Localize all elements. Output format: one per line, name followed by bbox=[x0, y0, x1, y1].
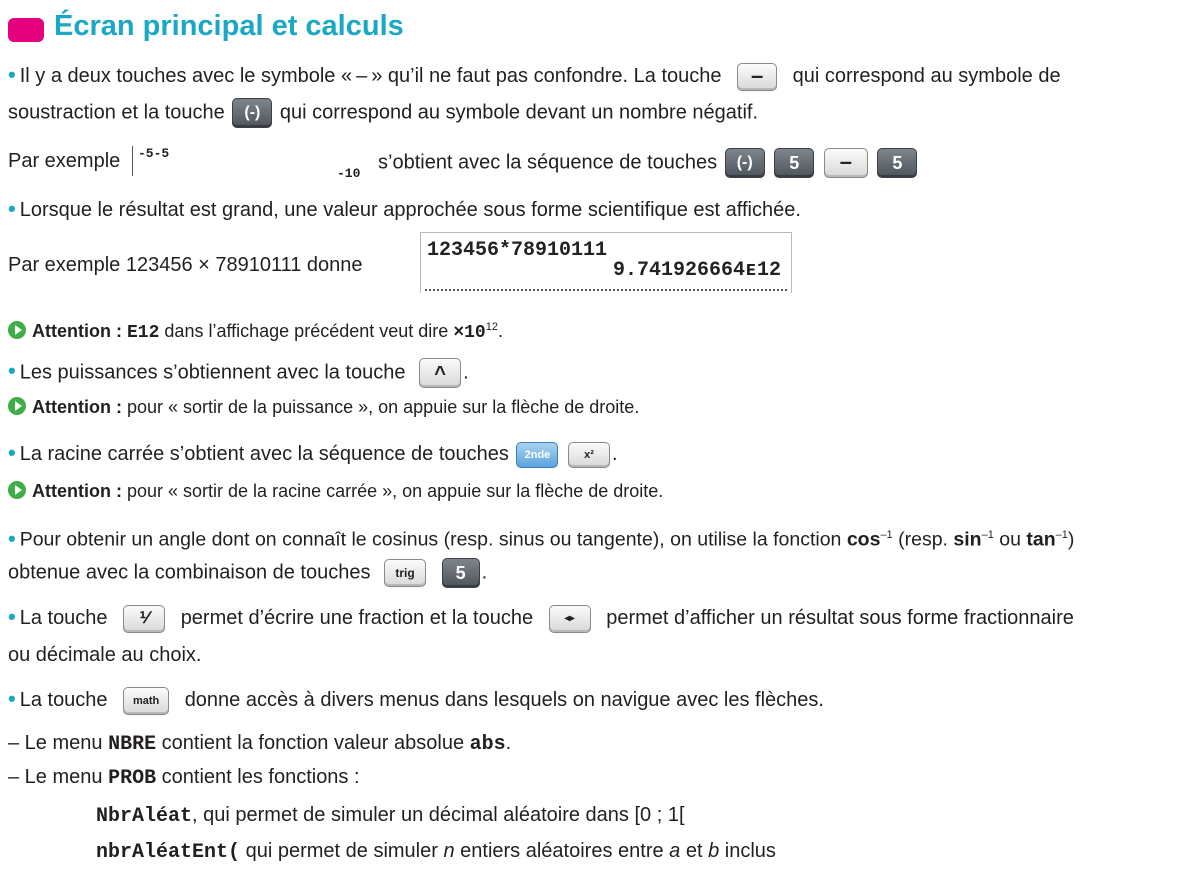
calculator-screen bbox=[420, 232, 792, 293]
function-nbraleatent: nbrAléatEnt( qui permet de simuler n entiers aléatoires entre a et b inclus bbox=[96, 840, 776, 864]
paragraph-fraction-cont: ou décimale au choix. bbox=[8, 644, 202, 666]
play-arrow-icon bbox=[8, 321, 26, 339]
paragraph-scientific: • Lorsque le résultat est grand, une valeur approchée sous forme scientifique est affichée. bbox=[8, 196, 801, 221]
mini-screen-result: -10 bbox=[337, 166, 361, 181]
minus-key: – bbox=[824, 148, 868, 178]
math-key: math bbox=[123, 687, 169, 715]
bullet-icon: • bbox=[8, 196, 16, 221]
second-key: 2nde bbox=[516, 442, 558, 468]
play-arrow-icon bbox=[8, 481, 26, 499]
paragraph-powers: • Les puissances s’obtiennent avec la touche ^ . bbox=[8, 358, 469, 388]
bullet-icon: • bbox=[8, 62, 16, 87]
five-key: 5 bbox=[442, 558, 480, 588]
fraction-key: ⅟ bbox=[123, 605, 165, 633]
caret-key: ^ bbox=[419, 358, 461, 388]
bullet-icon: • bbox=[8, 604, 16, 629]
function-nbraleat: NbrAléat, qui permet de simuler un décimal aléatoire dans [0 ; 1[ bbox=[96, 804, 685, 828]
negative-key: (-) bbox=[232, 98, 272, 128]
bullet-icon: • bbox=[8, 686, 16, 711]
bullet-icon: • bbox=[8, 440, 16, 465]
menu-nbre-line: – Le menu NBRE contient la fonction valeur absolue abs. bbox=[8, 732, 512, 756]
paragraph-fraction: • La touche ⅟ permet d’écrire une fraction et la touche ◂▸ permet d’afficher un résultat sous forme fractionnaire bbox=[8, 604, 1074, 633]
example-negative: Par exemple bbox=[8, 150, 121, 172]
page-title: Écran principal et calculs bbox=[54, 10, 404, 42]
calc-mini-screen bbox=[132, 146, 372, 182]
negative-key: (-) bbox=[725, 148, 765, 178]
play-arrow-icon bbox=[8, 397, 26, 415]
attention-root: Attention : pour « sortir de la racine carrée », on appuie sur la flèche de droite. bbox=[8, 478, 663, 504]
attention-power: Attention : pour « sortir de la puissance », on appuie sur la flèche de droite. bbox=[8, 394, 639, 420]
toggle-key: ◂▸ bbox=[549, 605, 591, 633]
mini-screen-expression: -5-5 bbox=[138, 146, 170, 161]
paragraph-minus-keys-cont: soustraction et la touche (-) qui correspond au symbole devant un nombre négatif. bbox=[8, 98, 758, 128]
menu-prob-line: – Le menu PROB contient les fonctions : bbox=[8, 766, 360, 790]
paragraph-square-root: • La racine carrée s’obtient avec la séquence de touches 2nde x² . bbox=[8, 440, 618, 468]
minus-key: – bbox=[737, 63, 777, 91]
five-key: 5 bbox=[774, 148, 814, 178]
paragraph-minus-keys: • Il y a deux touches avec le symbole « – » qu’il ne faut pas confondre. La touche – qui correspond au symbole de bbox=[8, 62, 1061, 91]
paragraph-inverse-trig: • Pour obtenir un angle dont on connaît le cosinus (resp. sinus ou tangente), on utilise la fonction $\cos^{-1}$ (resp. $\sin^{-1}$ ou $\tan^{-1}$) bbox=[8, 525, 1075, 551]
trig-key: trig bbox=[384, 559, 426, 587]
attention-e12: Attention : E12 dans l’affichage précédent veut dire $\times 10^{12}$. bbox=[8, 314, 503, 346]
paragraph-math-menu: • La touche math donne accès à divers menus dans lesquels on navigue avec les flèches. bbox=[8, 686, 824, 715]
title-marker bbox=[8, 18, 44, 42]
bullet-icon: • bbox=[8, 525, 16, 551]
example-scientific: Par exemple 123456 × 78910111 donne bbox=[8, 254, 363, 276]
screen-expression: 123456*78910111 bbox=[427, 239, 608, 262]
example-negative-sequence: s’obtient avec la séquence de touches (-) 5 – 5 bbox=[378, 148, 919, 178]
x-squared-key: x² bbox=[568, 442, 610, 468]
bullet-icon: • bbox=[8, 358, 16, 384]
five-key: 5 bbox=[877, 148, 917, 178]
screen-result: 9.741926664ᴇ12 bbox=[612, 259, 781, 282]
paragraph-inverse-trig-cont: obtenue avec la combinaison de touches trig 5 . bbox=[8, 558, 487, 588]
